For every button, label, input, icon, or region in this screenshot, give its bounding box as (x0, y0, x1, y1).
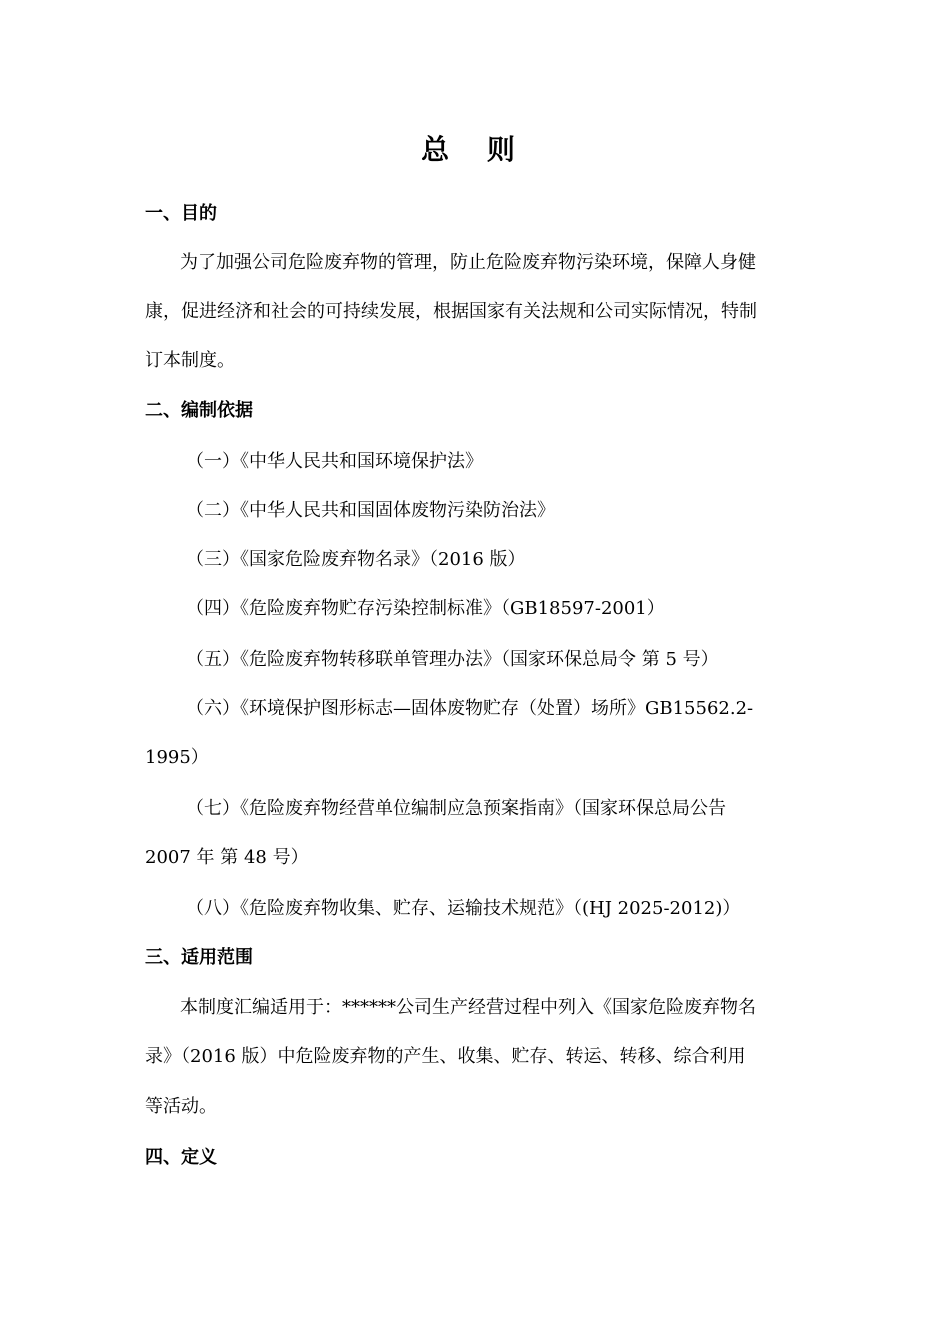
reference-item: （八）《危险废弃物收集、贮存、运输技术规范》（(HJ 2025-2012)） (186, 898, 741, 919)
paragraph-line: 康，促进经济和社会的可持续发展，根据国家有关法规和公司实际情况，特制 (145, 301, 757, 322)
reference-item: （五）《危险废弃物转移联单管理办法》（国家环保总局令 第 5 号） (186, 649, 719, 670)
reference-item-continuation: 2007 年 第 48 号） (145, 847, 309, 868)
section-heading-definition: 四、定义 (145, 1147, 217, 1168)
paragraph-line: 等活动。 (145, 1096, 217, 1117)
paragraph-line: 本制度汇编适用于：******公司生产经营过程中列入《国家危险废弃物名 (180, 997, 756, 1018)
reference-item: （四）《危险废弃物贮存污染控制标准》（GB18597-2001） (186, 598, 665, 619)
reference-item: （七）《危险废弃物经营单位编制应急预案指南》（国家环保总局公告 (186, 798, 726, 819)
section-heading-purpose: 一、目的 (145, 203, 217, 224)
reference-item: （六）《环境保护图形标志—固体废物贮存（处置）场所》GB15562.2- (186, 698, 754, 719)
reference-item: （三）《国家危险废弃物名录》（2016 版） (186, 549, 526, 570)
page-title: 总 则 (421, 133, 529, 166)
paragraph-line: 录》（2016 版）中危险废弃物的产生、收集、贮存、转运、转移、综合利用 (145, 1046, 746, 1067)
reference-item-continuation: 1995） (145, 747, 209, 768)
section-heading-scope: 三、适用范围 (145, 947, 253, 968)
paragraph-line: 订本制度。 (145, 350, 235, 371)
paragraph-line: 为了加强公司危险废弃物的管理，防止危险废弃物污染环境，保障人身健 (180, 252, 756, 273)
reference-item: （一）《中华人民共和国环境保护法》 (186, 451, 483, 472)
reference-item: （二）《中华人民共和国固体废物污染防治法》 (186, 500, 555, 521)
section-heading-basis: 二、编制依据 (145, 400, 253, 421)
